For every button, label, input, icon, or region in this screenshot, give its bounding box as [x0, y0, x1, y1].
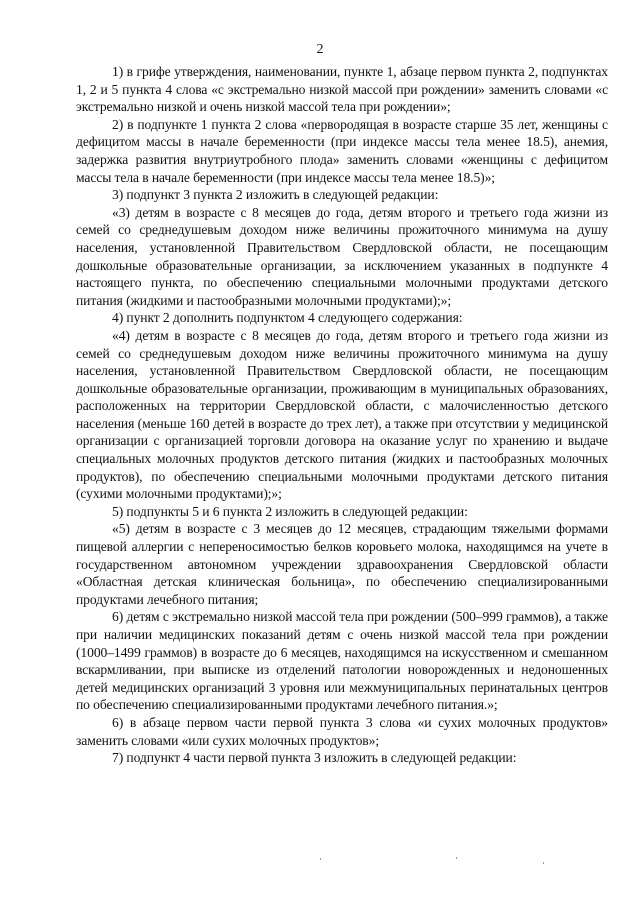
paragraph-10: 6) в абзаце первом части первой пункта 3 слова «и сухих молочных продуктов» заменить словами «или сухих молочных продуктов»;: [76, 714, 608, 748]
paragraph-3: 3) подпункт 3 пункта 2 изложить в следующей редакции:: [112, 187, 439, 203]
paragraph-5: 4) пункт 2 дополнить подпунктом 4 следующего содержания:: [112, 310, 463, 326]
paragraph-1: 1) в грифе утверждения, наименовании, пункте 1, абзаце первом пункта 2, подпунктах 1, 2 и 5 пункта 4 слова «с экстремально низкой массой при рождении» заменить словами «с экстремально низкой и очень низкой массой тела при рождении»;: [76, 64, 608, 115]
paragraph-9: 6) детям с экстремально низкой массой тела при рождении (500–999 граммов), а также при наличии медицинских показаний детям с очень низкой массой тела при рождении (1000–1499 граммов) в возрасте до 6 месяцев, находящимся на искусственном и смешанном вскармливании, при выписке из отделений патологии новорожденных и недоношенных детей медицинских организаций 3 уровня или межмуниципальных перинатальных центров по обеспечению специализированными продуктами лечебного питания.»;: [76, 609, 608, 713]
paragraph-4: «3) детям в возрасте с 8 месяцев до года, детям второго и третьего года жизни из семей со среднедушевым доходом ниже величины прожиточного минимума на душу населения, установленной Правительством Свердловской области, не посещающим дошкольные образовательные организации, за исключением указанных в подпункте 4 настоящего пункта, по обеспечению специальными молочными продуктами детского питания (жидкими и пастообразными молочными продуктами);»;: [76, 204, 608, 308]
scan-speck: [456, 857, 457, 859]
paragraph-2: 2) в подпункте 1 пункта 2 слова «первородящая в возрасте старше 35 лет, женщины с дефицитом массы в начале беременности (при индексе массы тела менее 18.5), анемия, задержка развития внутриутробного плода» заменить словами «женщины с дефицитом массы тела в начале беременности (при индексе массы тела менее 18.5)»;: [76, 116, 608, 185]
paragraph-11: 7) подпункт 4 части первой пункта 3 изложить в следующей редакции:: [112, 750, 517, 766]
page-number: 2: [316, 42, 324, 57]
scan-speck: [543, 862, 544, 864]
document-body: [76, 63, 608, 767]
paragraph-6: «4) детям в возрасте с 8 месяцев до года, детям второго и третьего года жизни из семей со среднедушевым доходом ниже величины прожиточного минимума на душу населения, установленной Правительством Свердловской области, не посещающим дошкольные образовательные организации, проживающим в муниципальных образованиях, расположенных на территории Свердловской области, с малочисленностью детского населения (меньше 160 детей в возрасте до трех лет), а также при отсутствии у медицинской организации с организацией торговли договора на оказание услуг по хранению и выдаче специальных молочных продуктов детского питания (жидких и пастообразных молочных продуктов), по обеспечению специальными молочными продуктами детского питания (сухими молочными продуктами);»;: [76, 327, 608, 502]
paragraph-7: 5) подпункты 5 и 6 пункта 2 изложить в следующей редакции:: [112, 503, 468, 519]
scan-speck: [320, 858, 321, 860]
paragraph-8: «5) детям в возрасте с 3 месяцев до 12 месяцев, страдающим тяжелыми формами пищевой аллергии с непереносимостью белков коровьего молока, находящимся на учете в государственном автономном учреждении здравоохранения Свердловской области «Областная детская клиническая больница», по обеспечению специализированными продуктами лечебного питания;: [76, 521, 608, 607]
